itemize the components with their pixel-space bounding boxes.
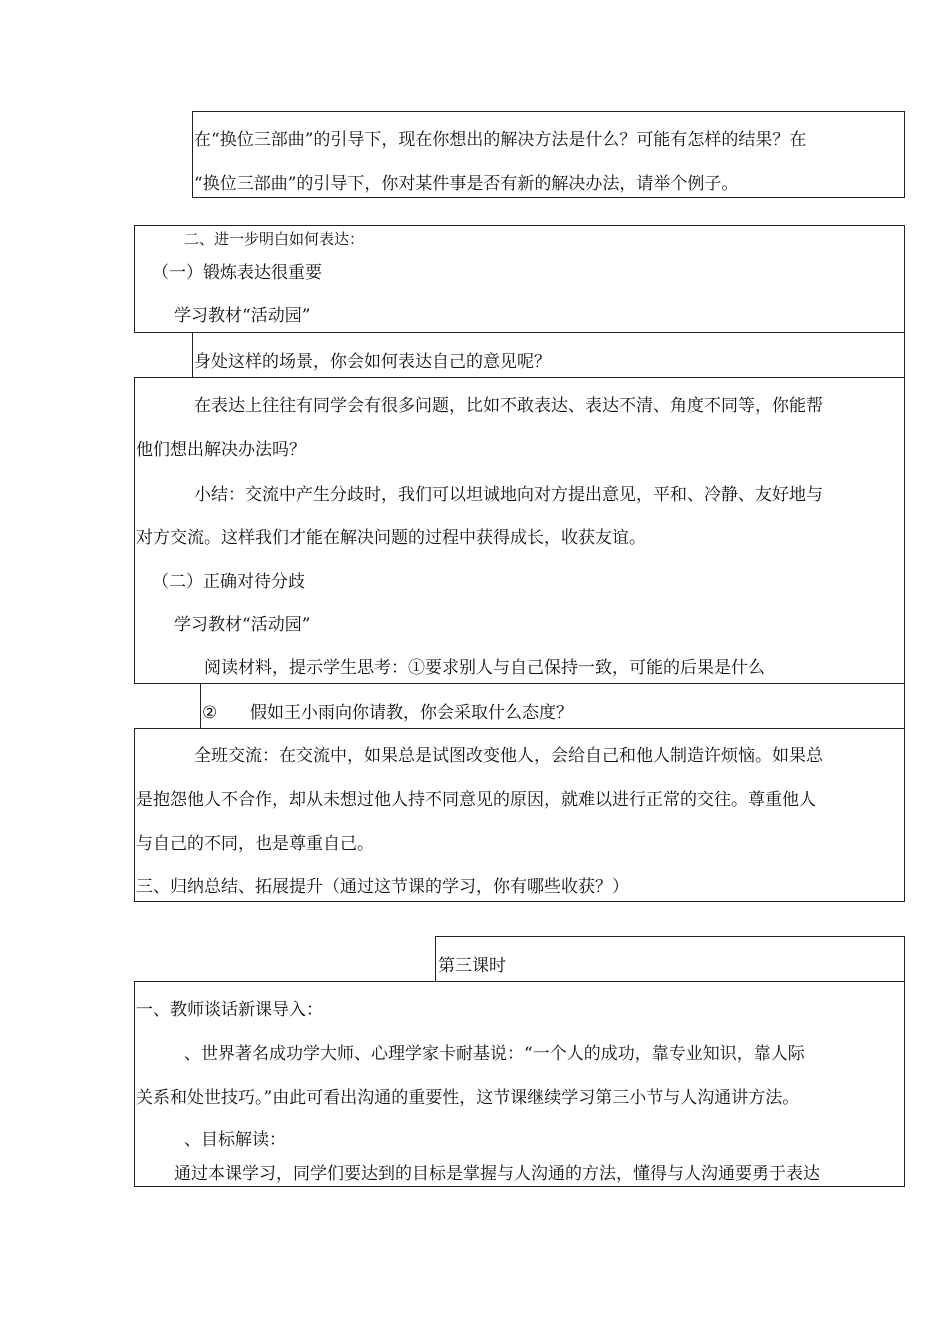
study-activity-1: 学习教材“活动园”	[174, 306, 311, 326]
scene-question: 身处这样的场景，你会如何表达自己的意见呢？	[194, 352, 551, 372]
exercise-line-2: “换位三部曲”的引导下，你对某件事是否有新的解决办法，请举个例子。	[194, 174, 739, 194]
reading-prompt: 阅读材料，提示学生思考：①要求别人与自己保持一致，可能的后果是什么	[204, 658, 765, 678]
lesson-title: 第三课时	[438, 956, 506, 976]
problem-line-2: 他们想出解决办法吗？	[136, 440, 306, 460]
question-two-text: 假如王小雨向你请教，你会采取什么态度？	[250, 703, 573, 723]
exchange-line-2: 是抱怨他人不合作，却从未想过他人持不同意见的原因，就难以进行正常的交往。尊重他人	[136, 790, 816, 810]
carnegie-line-1: 、世界著名成功学大师、心理学家卡耐基说：“一个人的成功，靠专业知识，靠人际	[184, 1044, 805, 1064]
exercise-line-1: 在“换位三部曲”的引导下，现在你想出的解决方法是什么？可能有怎样的结果？在	[194, 130, 807, 150]
subsection-two-title: （二）正确对待分歧	[152, 572, 305, 592]
exchange-line-1: 全班交流：在交流中，如果总是试图改变他人，会给自己和他人制造许烦恼。如果总	[194, 746, 823, 766]
carnegie-line-2: 关系和处世技巧。”由此可看出沟通的重要性，这节课继续学习第三小节与人沟通讲方法。	[136, 1088, 800, 1108]
intro-heading: 一、教师谈话新课导入：	[136, 1000, 323, 1020]
goal-heading: 、目标解读：	[184, 1130, 286, 1150]
summary-line-1: 小结：交流中产生分歧时，我们可以坦诚地向对方提出意见，平和、冷静、友好地与	[194, 485, 823, 505]
problem-line-1: 在表达上往往有同学会有很多问题，比如不敢表达、表达不清、角度不同等，你能帮	[194, 396, 823, 416]
goal-line: 通过本课学习，同学们要达到的目标是掌握与人沟通的方法，懂得与人沟通要勇于表达	[174, 1164, 820, 1184]
subsection-one-title: （一）锻炼表达很重要	[152, 263, 322, 283]
exchange-line-3: 与自己的不同，也是尊重自己。	[136, 834, 374, 854]
summary-line-2: 对方交流。这样我们才能在解决问题的过程中获得成长，收获友谊。	[136, 528, 646, 548]
question-two-marker: ②	[202, 703, 218, 723]
section-three-summary: 三、归纳总结、拓展提升（通过这节课的学习，你有哪些收获？）	[136, 877, 629, 897]
study-activity-2: 学习教材“活动园”	[174, 615, 311, 635]
section-two-heading: 二、进一步明白如何表达：	[184, 230, 365, 248]
